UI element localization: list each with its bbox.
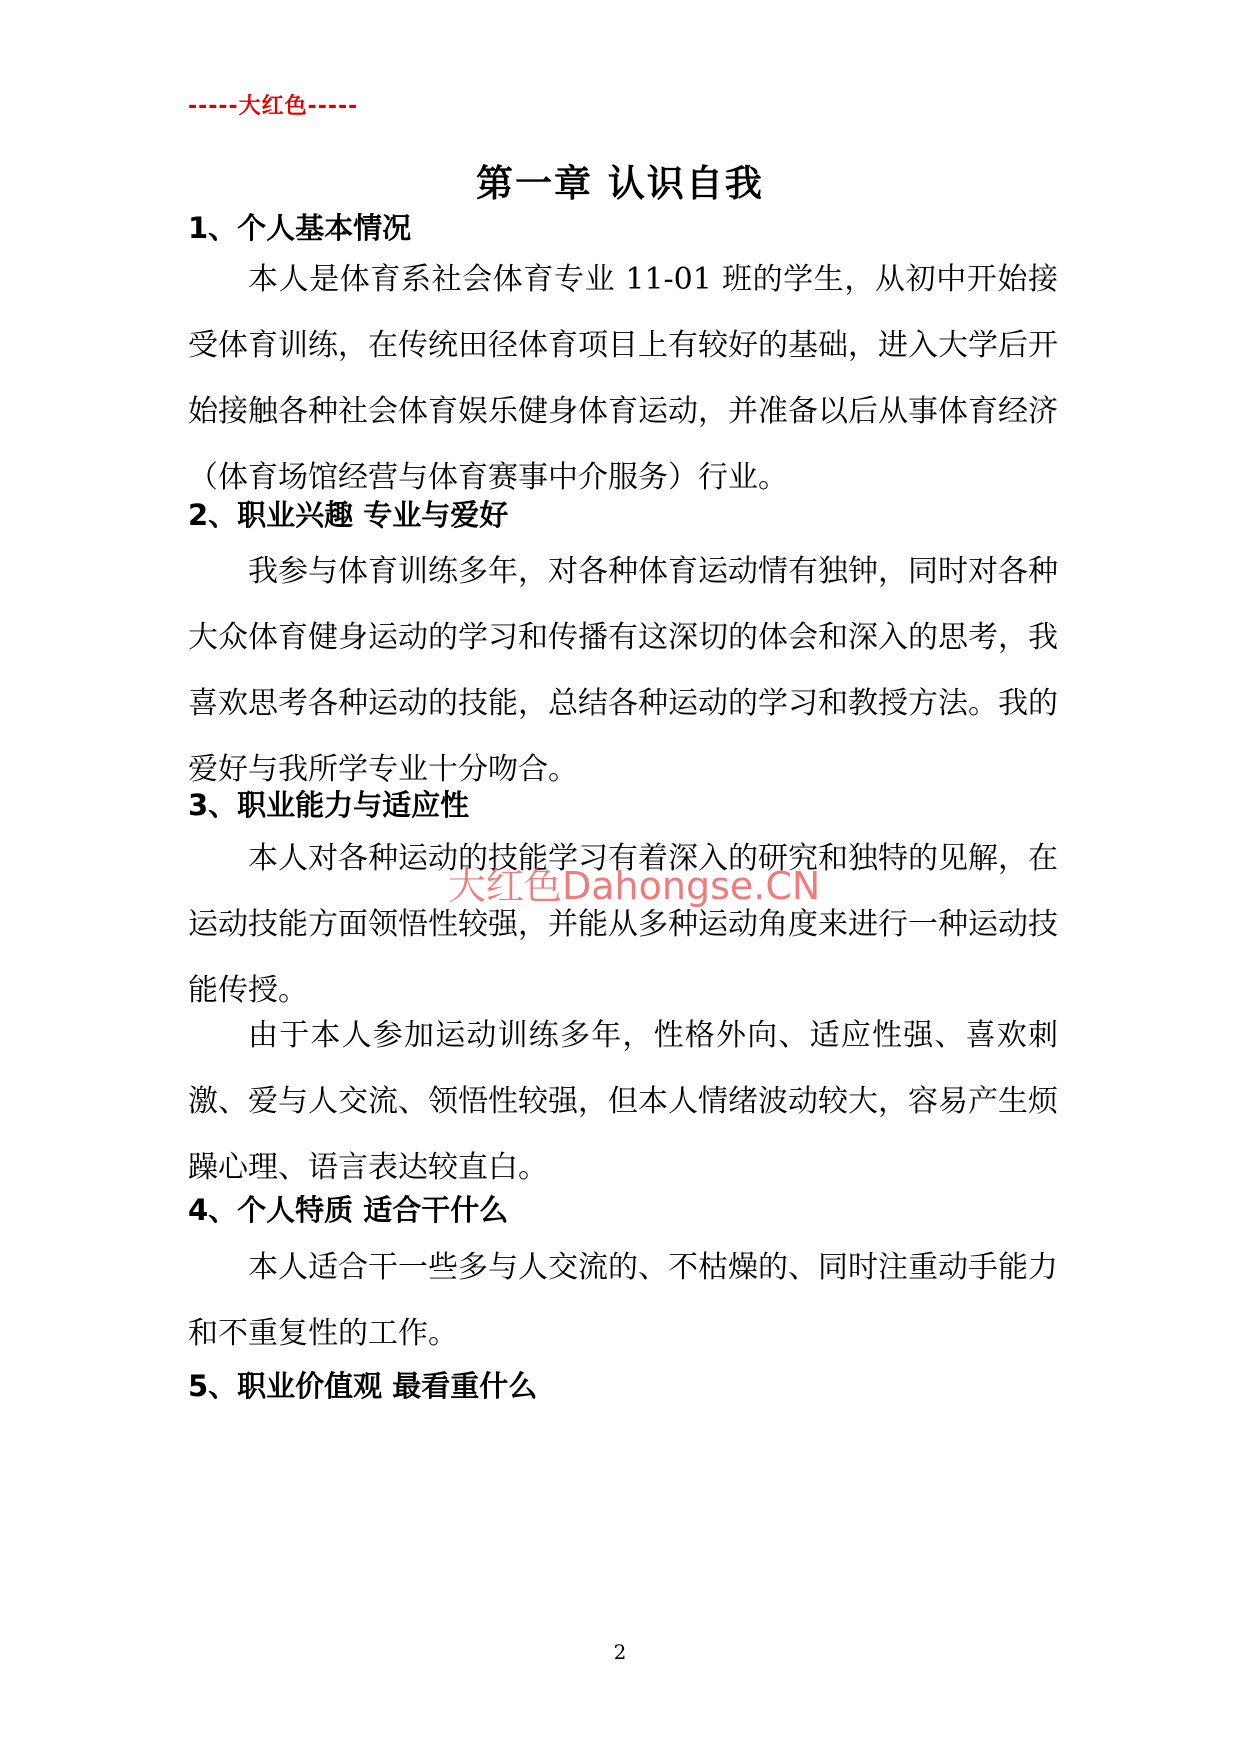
chapter-title: 第一章 认识自我 bbox=[476, 162, 764, 205]
section-paragraph: 由于本人参加运动训练多年，性格外向、适应性强、喜欢刺激、爱与人交流、领悟性较强，但本人情绪波动较大，容易产生烦躁心理、语言表达较直白。 bbox=[188, 1018, 1058, 1185]
section-paragraph: 本人对各种运动的技能学习有着深入的研究和独特的见解，在运动技能方面领悟性较强，并能从多种运动角度来进行一种运动技能传授。 bbox=[188, 841, 1058, 1008]
section-paragraph: 本人是体育系社会体育专业 11-01 班的学生，从初中开始接受体育训练，在传统田径体育项目上有较好的基础，进入大学后开始接触各种社会体育娱乐健身体育运动，并准备以后从事体育经济（体育场馆经营与体育赛事中介服务）行业。 bbox=[188, 262, 1058, 495]
section-heading: 4、个人特质 适合干什么 bbox=[188, 1193, 509, 1227]
page-number: 2 bbox=[613, 1640, 627, 1664]
section-heading: 5、职业价值观 最看重什么 bbox=[188, 1369, 538, 1403]
section-heading: 1、个人基本情况 bbox=[188, 211, 412, 245]
watermark: 大红色Dahongse.CN bbox=[448, 864, 821, 908]
site-header: -----大红色----- bbox=[188, 94, 359, 119]
section-paragraph: 我参与体育训练多年，对各种体育运动情有独钟，同时对各种大众体育健身运动的学习和传播有这深切的体会和深入的思考，我喜欢思考各种运动的技能，总结各种运动的学习和教授方法。我的爱好与我所学专业十分吻合。 bbox=[188, 554, 1058, 787]
section-heading: 3、职业能力与适应性 bbox=[188, 788, 470, 822]
section-paragraph: 本人适合干一些多与人交流的、不枯燥的、同时注重动手能力和不重复性的工作。 bbox=[188, 1250, 1058, 1351]
section-heading: 2、职业兴趣 专业与爱好 bbox=[188, 498, 509, 532]
